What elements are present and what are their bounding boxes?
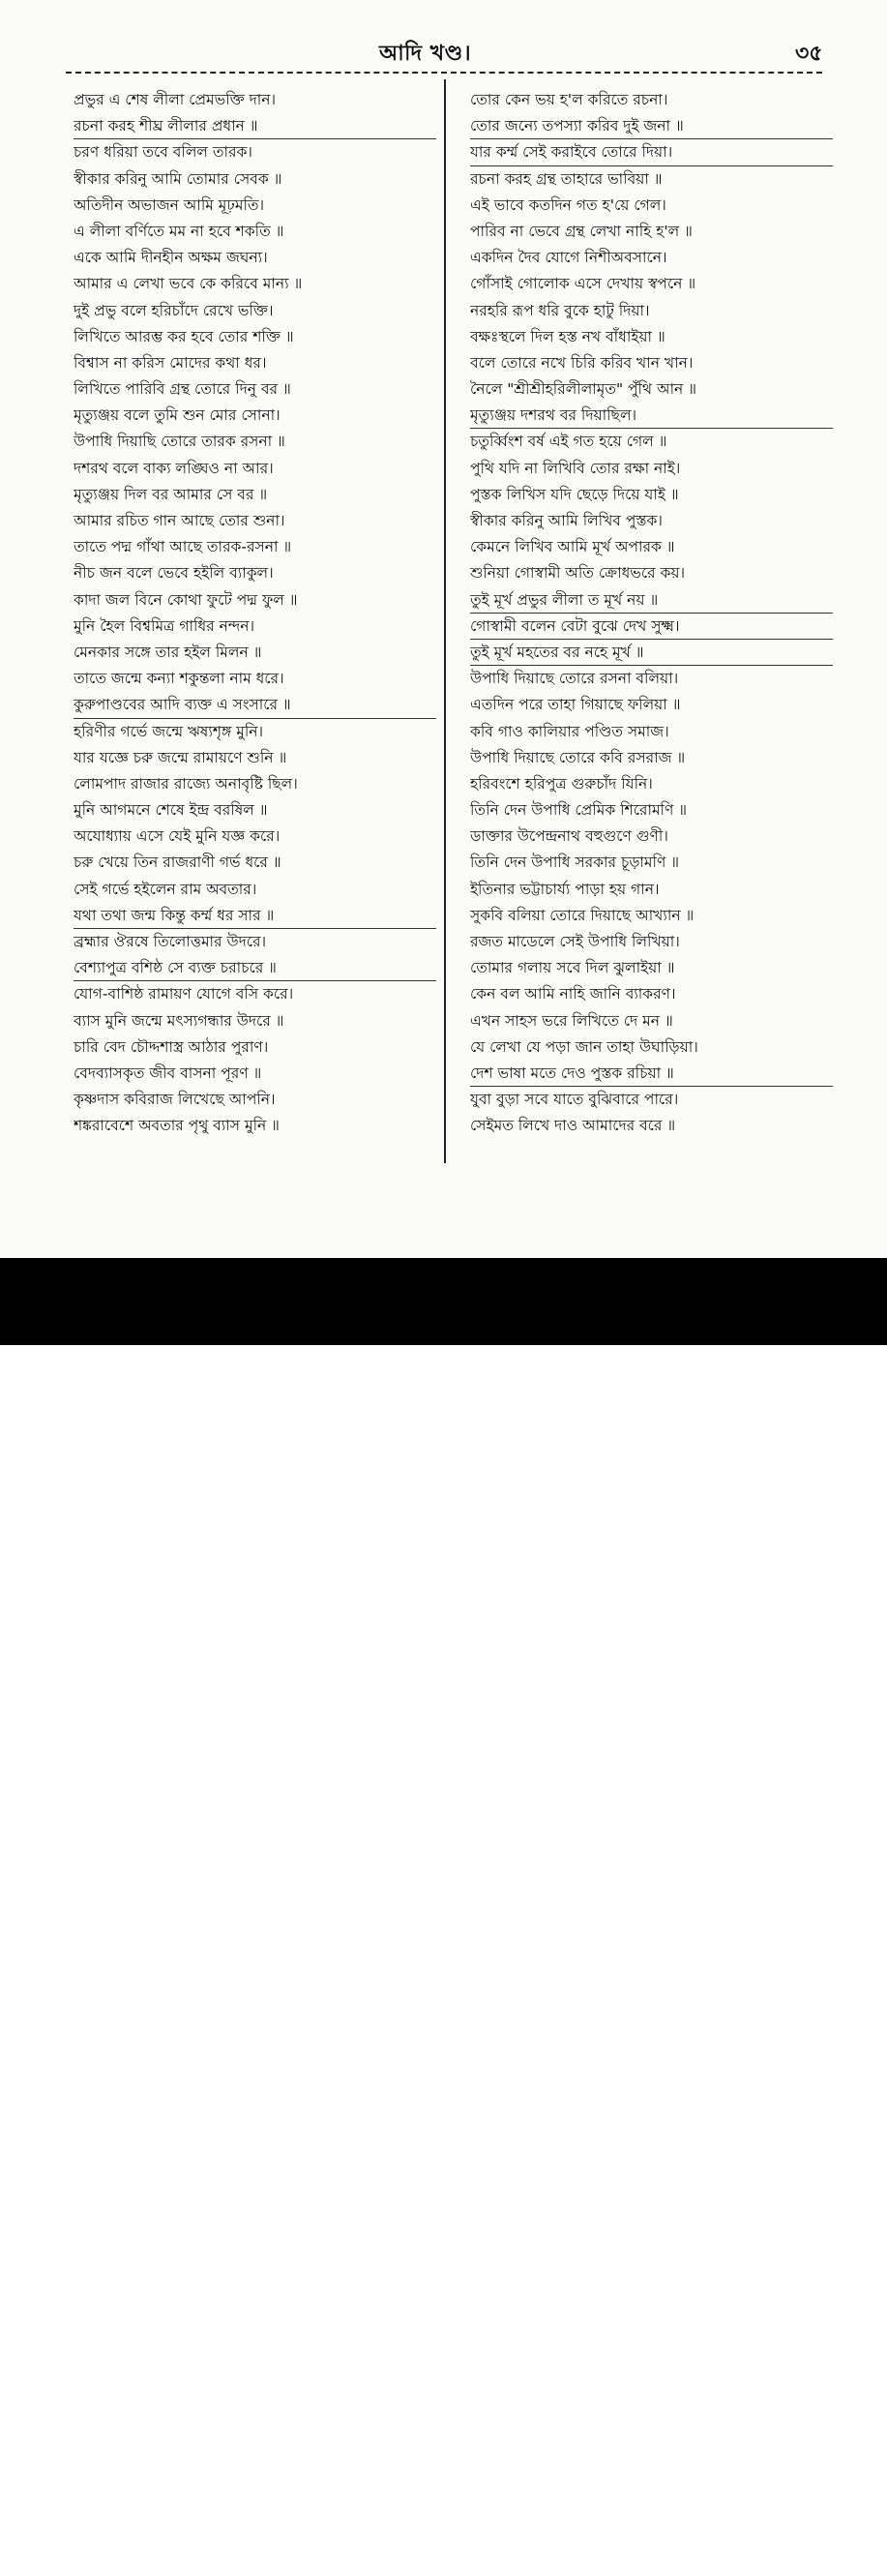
verse-line: নৈলে "শ্রীশ্রীহরিলীলামৃত" পুঁথি আন ॥ (470, 380, 696, 399)
verse-line: রচনা করহ গ্রন্থ তাহারে ভাবিয়া ॥ (470, 169, 663, 188)
site-url-label: www.alamy.com (757, 2561, 855, 2576)
verse-line: কৃষ্ণদাস কবিরাজ লিখেছে আপনি। (74, 1091, 276, 1109)
verse-line: অতিদীন অভাজন আমি মূঢ়মতি। (74, 195, 265, 214)
verse-line: চরু খেয়ে তিন রাজরাণী গর্ভ ধরে ॥ (74, 854, 281, 872)
verse-line: পারিব না ভেবে গ্রন্থ লেখা নাহি হ'ল ॥ (470, 222, 693, 240)
verse-line: তিনি দেন উপাধি প্রেমিক শিরোমণি ॥ (470, 801, 688, 820)
verse-line: শুনিয়া গোস্বামী অতি ক্রোধভরে কয়। (470, 564, 686, 583)
verse-line: বেদব্যাসকৃত জীব বাসনা পূরণ ॥ (74, 1063, 262, 1082)
verse-line: বক্ষঃস্থলে দিল হস্ত নখ বাঁধাইয়া ॥ (470, 327, 665, 345)
verse-line: এখন সাহস ভরে লিখিতে দে মন ॥ (470, 1011, 673, 1030)
verse-line: মৃত্যুঞ্জয় বলে তুমি শুন মোর সোনা। (74, 406, 281, 425)
verse-line: মৃত্যুঞ্জয় দশরথ বর দিয়াছিল। (470, 403, 833, 429)
page-header (0, 37, 887, 72)
verse-line: নীচ জন বলে ভেবে হইলি ব্যাকুল। (74, 564, 274, 583)
verse-line: এ লীলা বর্ণিতে মম না হবে শকতি ॥ (74, 222, 284, 240)
verse-line: চারি বেদ চৌদ্দশাস্ত্র আঠার পুরাণ। (74, 1037, 269, 1056)
verse-line: কবি গাও কালিয়ার পণ্ডিত সমাজ। (470, 722, 669, 740)
verse-line: এতদিন পরে তাহা গিয়াছে ফলিয়া ॥ (470, 696, 681, 714)
verse-line: হরিণীর গর্ভে জন্মে ঋষ্যশৃঙ্গ মুনি। (74, 722, 264, 740)
verse-line: মৃত্যুঞ্জয় দিল বর আমার সে বর ॥ (74, 485, 268, 503)
verse-line: একদিন দৈব যোগে নিশীঅবসানে। (470, 249, 667, 267)
verse-line: যার যজ্ঞে চরু জন্মে রামায়ণে শুনি ॥ (74, 748, 287, 766)
page-number: ৩৫ (795, 42, 823, 66)
verse-line: লিখিতে আরম্ভ কর হবে তোর শক্তি ॥ (74, 327, 294, 345)
verse-line: মুনি আগমনে শেষে ইন্দ্র বরষিল ॥ (74, 801, 268, 820)
verse-line: যার কর্ম্ম সেই করাইবে তোরে দিয়া। (470, 139, 833, 165)
verse-line: অযোধ্যায় এসে যেই মুনি যজ্ঞ করে। (74, 827, 281, 846)
verse-line: সেইমত লিখে দাও আমাদের বরে ॥ (470, 1117, 676, 1135)
verse-line: কেমনে লিখিব আমি মূর্খ অপারক ॥ (470, 538, 675, 556)
right-text-column (470, 87, 833, 1166)
verse-line: চরণ ধরিয়া তবে বলিল তারক। (74, 143, 252, 162)
verse-line: সুকবি বলিয়া তোরে দিয়াছে আখ্যান ॥ (470, 906, 695, 924)
verse-line: এই ভাবে কতদিন গত হ'য়ে গেল। (470, 195, 666, 214)
image-id-label: Image ID: KJDRK5 (757, 2537, 872, 2553)
verse-line: তোমার গলায় সবে দিল ঝুলাইয়া ॥ (470, 959, 675, 977)
verse-line: তুই মূর্খ মহতের বর নহে মূর্খ ॥ (470, 640, 833, 666)
verse-line: প্রভুর এ শেষ লীলা প্রেমভক্তি দান। (74, 91, 277, 108)
verse-line: যথা তথা জন্ম কিন্তু কর্ম্ম ধর সার ॥ (74, 903, 436, 929)
verse-line: ব্যাস মুনি জন্মে মৎস্যগন্ধার উদরে ॥ (74, 1011, 284, 1030)
verse-line: স্বীকার করিনু আমি লিখিব পুস্তক। (470, 512, 663, 529)
verse-line: আমার এ লেখা ভবে কে করিবে মান্য ॥ (74, 275, 303, 293)
alamy-logo: alamy (21, 2533, 123, 2573)
verse-line: তাতে জন্মে কন্যা শকুন্তলা নাম ধরে। (74, 670, 284, 688)
verse-line: রজত মাডেলে সেই উপাধি লিখিয়া। (470, 933, 680, 950)
verse-line: উপাধি দিয়াছি তোরে তারক রসনা ॥ (74, 433, 285, 451)
verse-line: রচনা করহ শীঘ্র লীলার প্রধান ॥ (74, 113, 436, 139)
verse-line: বিশ্বাস না করিস মোদের কথা ধর। (74, 353, 267, 372)
verse-line: উপাধি দিয়াছে তোরে কবি রসরাজ ॥ (470, 748, 686, 766)
verse-line: বলে তোরে নখে চিরি করিব খান খান। (470, 353, 694, 372)
verse-line: দুই প্রভু বলে হরিচাঁদে রেখে ভক্তি। (74, 301, 274, 319)
verse-line: কুরুপাণ্ডবের আদি ব্যক্ত এ সংসারে ॥ (74, 692, 436, 718)
column-divider (444, 79, 446, 1163)
verse-line: তুই মূর্খ প্রভুর লীলা ত মূর্খ নয় ॥ (470, 587, 833, 614)
verse-line: তোর জন্যে তপস্যা করিব দুই জনা ॥ (470, 113, 833, 139)
verse-line: পুথি যদি না লিখিবি তোর রক্ষা নাই। (470, 459, 681, 477)
verse-line: ইতিনার ভট্টাচার্য্য পাড়া হয় গান। (470, 880, 660, 898)
page-title: আদি খণ্ড। (379, 42, 472, 66)
verse-line: নরহরি রূপ ধরি বুকে হাটু দিয়া। (470, 301, 650, 319)
verse-line: দেশ ভাষা মতে দেও পুস্তক রচিয়া ॥ (470, 1061, 833, 1087)
verse-line: মেনকার সঙ্গে তার হইল মিলন ॥ (74, 643, 262, 661)
verse-line: হরিবংশে হরিপুত্র গুরুচাঁদ যিনি। (470, 774, 653, 793)
verse-line: স্বীকার করিনু আমি তোমার সেবক ॥ (74, 169, 282, 188)
header-divider (66, 72, 822, 74)
verse-line: একে আমি দীনহীন অক্ষম জঘন্য। (74, 249, 268, 267)
verse-line: উপাধি দিয়াছে তোরে রসনা বলিয়া। (470, 670, 679, 688)
verse-line: কাদা জল বিনে কোথা ফুটে পদ্ম ফুল ॥ (74, 590, 298, 609)
scanned-book-page (0, 0, 887, 1258)
verse-line: তাতে পদ্ম গাঁথা আছে তারক-রসনা ॥ (74, 538, 292, 556)
verse-line: যে লেখা যে পড়া জান তাহা উঘাড়িয়া। (470, 1037, 698, 1056)
verse-line: মুনি হৈল বিশ্বমিত্র গাধির নন্দন। (74, 616, 255, 635)
verse-line: ব্রহ্মার ঔরষে তিলোত্তমার উদরে। (74, 933, 267, 950)
verse-line: গোঁসাই গোলোক এসে দেখায় স্বপনে ॥ (470, 275, 696, 293)
verse-line: লিখিতে পারিবি গ্রন্থ তোরে দিনু বর ॥ (74, 380, 291, 399)
watermark-footer-band (0, 1258, 887, 2576)
verse-line: গোস্বামী বলেন বেটা বুঝে দেখ সুক্ষ্ম। (470, 614, 833, 640)
verse-line: পুস্তক লিখিস যদি ছেড়ে দিয়ে যাই ॥ (470, 485, 679, 503)
verse-line: কেন বল আমি নাহি জানি ব্যাকরণ। (470, 985, 676, 1003)
verse-line: তিনি দেন উপাধি সরকার চূড়ামণি ॥ (470, 854, 680, 872)
verse-line: দশরথ বলে বাক্য লঙ্ঘিও না আর। (74, 459, 274, 477)
verse-line: বেশ্যাপুত্র বশিষ্ঠ সে ব্যক্ত চরাচরে ॥ (74, 955, 436, 981)
left-text-column (74, 87, 436, 1166)
verse-line: শঙ্করাবেশে অবতার পৃথু ব্যাস মুনি ॥ (74, 1117, 280, 1135)
verse-line: যুবা বুড়া সবে যাতে বুঝিবারে পারে। (470, 1091, 679, 1109)
verse-line: যোগ-বাশিষ্ঠ রামায়ণ যোগে বসি করে। (74, 985, 294, 1003)
verse-line: সেই গর্ভে হইলেন রাম অবতার। (74, 880, 257, 898)
verse-line: লোমপাদ রাজার রাজ্যে অনাবৃষ্টি ছিল। (74, 774, 298, 793)
verse-line: আমার রচিত গান আছে তোর শুনা। (74, 512, 285, 529)
verse-line: তোর কেন ভয় হ'ল করিতে রচনা। (470, 91, 668, 108)
verse-line: চতুর্ব্বিংশ বর্ষ এই গত হয়ে গেল ॥ (470, 433, 667, 451)
verse-line: ডাক্তার উপেন্দ্রনাথ বহুগুণে গুণী। (470, 827, 668, 846)
